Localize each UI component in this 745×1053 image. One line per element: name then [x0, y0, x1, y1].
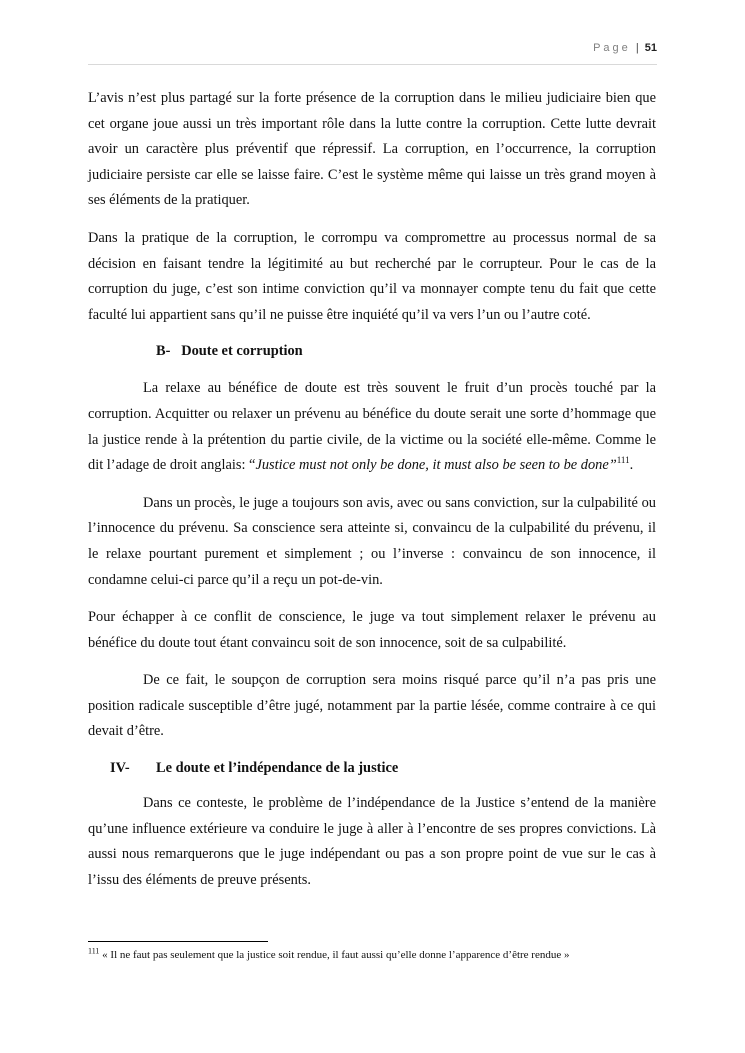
footnote-reference: 111 [616, 455, 630, 466]
page-number: 51 [644, 42, 657, 54]
section-heading-b-text: Doute et corruption [181, 343, 303, 360]
header-separator: | [635, 42, 639, 54]
footnote-text: « Il ne faut pas seulement que la justice soit rendue, il faut aussi qu’elle donne l’apparence d’être rendue » [102, 949, 570, 961]
paragraph-4: Dans un procès, le juge a toujours son avis, avec ou sans conviction, sur la culpabilité ou l’innocence du prévenu. Sa conscience sera atteinte si, convaincu de la culpabilité du prévenu, il le relaxe pourtant purement et simplement ; ou l’inverse : convaincu de son innocence, il condamne celui-ci parce qu’il a reçu un pot-de-vin. [88, 494, 656, 588]
paragraph-1: L’avis n’est plus partagé sur la forte présence de la corruption dans le milieu judiciaire bien que cet organe joue aussi un très important rôle dans la lutte contre la corruption. Cette lutte devrait avoir un caractère plus préventif que répressif. La corruption, en l’occurrence, la corruption judiciaire persiste car elle se laisse faire. C’est le système même qui laisse un très grand moyen à ses éléments de la pratiquer. [88, 90, 656, 209]
section-heading-b [88, 340, 656, 362]
paragraph-2: Dans la pratique de la corruption, le corrompu va compromettre au processus normal de sa décision en faisant tendre la légitimité au but recherché par le corrupteur. Pour le cas de la corruption du juge, c’est son intime conviction qu’il va monnayer compte tenu du fait que cette faculté lui appartient sans qu’il ne puisse être inquiété qu’il va vers l’un ou l’autre coté. [88, 229, 656, 323]
paragraph-3-text: La relaxe au bénéfice de doute est très souvent le fruit d’un procès touché par la corruption. Acquitter ou relaxer un prévenu au bénéfice du doute serait une sorte d’hommage que la justice rende à la prétention du partie civile, de la victime ou la société elle-même. Comme le dit l’adage de droit anglais: “ [88, 380, 656, 474]
page-body [88, 86, 656, 905]
section-heading-iv-text: Le doute et l’indépendance de la justice [156, 760, 399, 777]
footnote [88, 947, 668, 963]
paragraph-3 [88, 376, 656, 478]
paragraph-5: Pour échapper à ce conflit de conscience, le juge va tout simplement relaxer le prévenu au bénéfice du doute tout étant convaincu soit de son innocence, soit de sa culpabilité. [88, 609, 656, 651]
english-adage-quote: Justice must not only be done, it must also be seen to be done [255, 457, 609, 474]
paragraph-6: De ce fait, le soupçon de corruption sera moins risqué parce qu’il n’a pas pris une position radicale susceptible d’être jugé, notamment par la partie lésée, comme contraire à ce qui devait d’être. [88, 672, 656, 740]
section-heading-iv-label: IV- [110, 760, 130, 777]
page-label: Page [593, 42, 631, 54]
page-header [88, 42, 657, 65]
quote-close: ” [608, 457, 617, 474]
footnote-number: 111 [88, 946, 100, 956]
paragraph-7: Dans ce conteste, le problème de l’indépendance de la Justice s’entend de la manière qu’une influence extérieure va conduire le juge à aller à l’encontre de ses propres convictions. Là aussi nous remarquerons que le juge indépendant ou pas a son propre point de vue sur le cas à l’issu des éléments de preuve présents. [88, 795, 656, 888]
section-heading-iv [88, 757, 656, 779]
section-heading-b-label: B- [156, 343, 171, 360]
footnote-divider [88, 941, 268, 942]
paragraph-3-end: . [629, 457, 634, 474]
